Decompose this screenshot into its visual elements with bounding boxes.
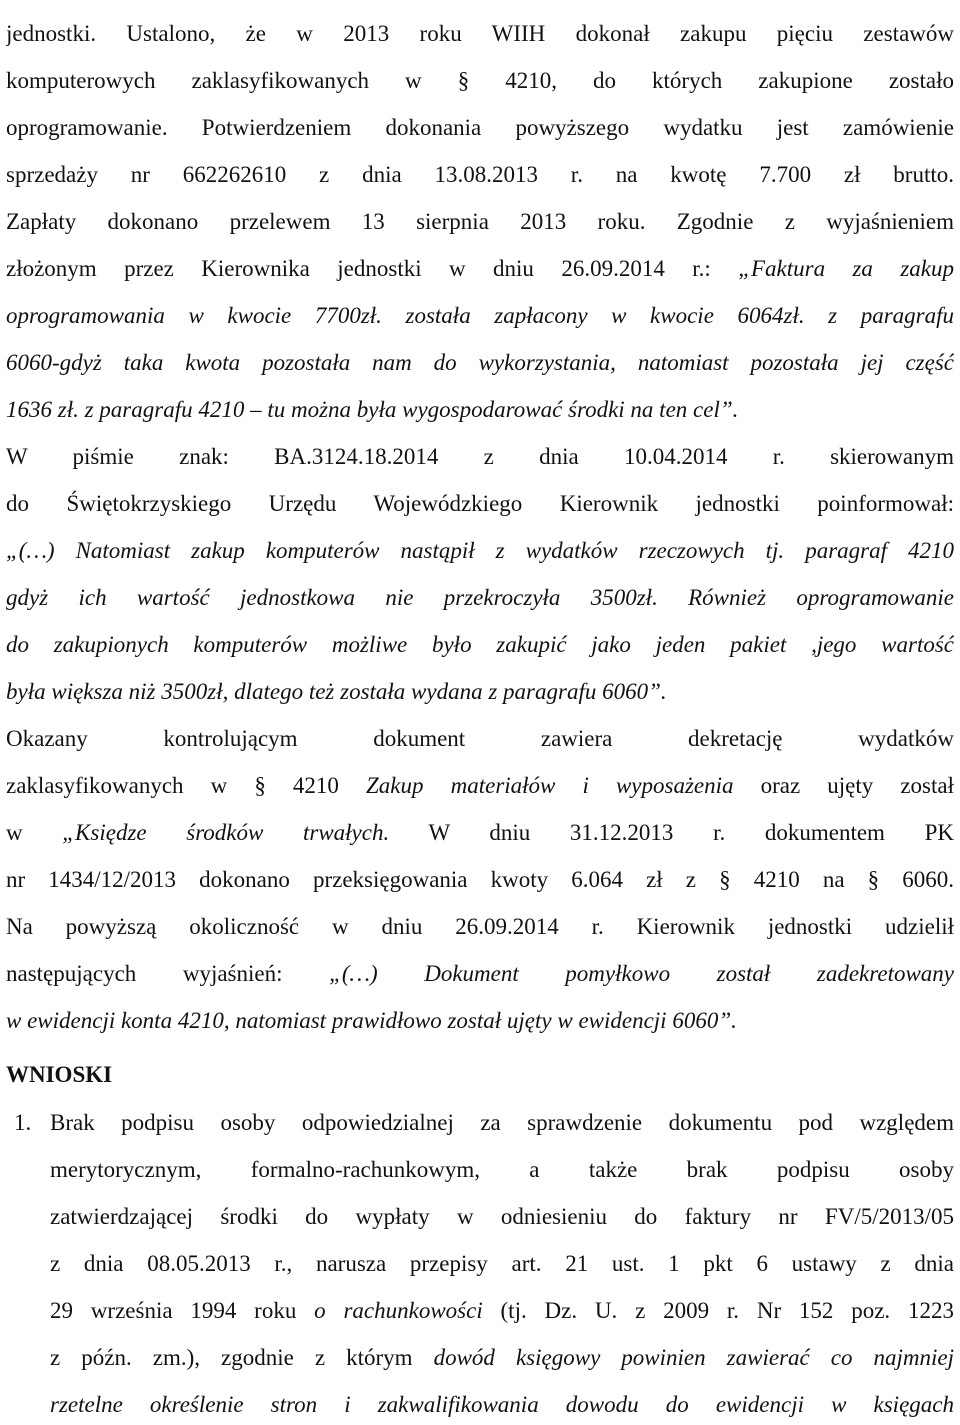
text-line-18: w „Księdze środków trwałych. W dniu 31.12.2013 r. dokumentem PK (6, 820, 954, 845)
list-item-line-7: rzetelne określenie stron i zakwalifikowania dowodu do ewidencji w księgach (50, 1392, 954, 1417)
text-line-5: Zapłaty dokonano przelewem 13 sierpnia 2013 roku. Zgodnie z wyjaśnieniem (6, 209, 954, 234)
list-item-line-4: z dnia 08.05.2013 r., narusza przepisy art. 21 ust. 1 pkt 6 ustawy z dnia (50, 1251, 954, 1276)
text-line-1: jednostki. Ustalono, że w 2013 roku WIIH dokonał zakupu pięciu zestawów (6, 21, 954, 46)
text-line-17: zaklasyfikowanych w § 4210 Zakup materiałów i wyposażenia oraz ujęty został (6, 773, 954, 798)
text-line-10: W piśmie znak: BA.3124.18.2014 z dnia 10.04.2014 r. skierowanym (6, 444, 954, 469)
section-heading: WNIOSKI (6, 1062, 113, 1087)
text-line-15: była większa niż 3500zł, dlatego też została wydana z paragrafu 6060”. (6, 679, 667, 704)
text-line-11: do Świętokrzyskiego Urzędu Wojewódzkiego Kierownik jednostki poinformował: (6, 491, 954, 516)
text-line-14: do zakupionych komputerów możliwe było zakupić jako jeden pakiet ,jego wartość (6, 632, 954, 657)
text-line-3: oprogramowanie. Potwierdzeniem dokonania powyższego wydatku jest zamówienie (6, 115, 954, 140)
text-line-4: sprzedaży nr 662262610 z dnia 13.08.2013 r. na kwotę 7.700 zł brutto. (6, 162, 954, 187)
text-line-13: gdyż ich wartość jednostkowa nie przekroczyła 3500zł. Również oprogramowanie (6, 585, 954, 610)
list-item-line-2: merytorycznym, formalno-rachunkowym, a także brak podpisu osoby (50, 1157, 954, 1182)
list-item-line-5: 29 września 1994 roku o rachunkowości (tj. Dz. U. z 2009 r. Nr 152 poz. 1223 (50, 1298, 954, 1323)
text-line-20: Na powyższą okoliczność w dniu 26.09.2014 r. Kierownik jednostki udzielił (6, 914, 954, 939)
list-item-line-1: Brak podpisu osoby odpowiedzialnej za sprawdzenie dokumentu pod względem (50, 1110, 954, 1135)
text-line-8: 6060-gdyż taka kwota pozostała nam do wykorzystania, natomiast pozostała jej część (6, 350, 954, 375)
text-line-22: w ewidencji konta 4210, natomiast prawidłowo został ujęty w ewidencji 6060”. (6, 1008, 737, 1033)
text-line-16: Okazany kontrolującym dokument zawiera dekretację wydatków (6, 726, 954, 751)
text-line-12: „(…) Natomiast zakup komputerów nastąpił z wydatków rzeczowych tj. paragraf 4210 (6, 538, 954, 563)
list-item-number: 1. (14, 1110, 32, 1135)
list-item-line-3: zatwierdzającej środki do wypłaty w odniesieniu do faktury nr FV/5/2013/05 (50, 1204, 954, 1229)
list-item-line-6: z późn. zm.), zgodnie z którym dowód księgowy powinien zawierać co najmniej (50, 1345, 954, 1370)
text-line-7: oprogramowania w kwocie 7700zł. została zapłacony w kwocie 6064zł. z paragrafu (6, 303, 954, 328)
text-line-6: złożonym przez Kierownika jednostki w dniu 26.09.2014 r.: „Faktura za zakup (6, 256, 954, 281)
text-line-2: komputerowych zaklasyfikowanych w § 4210, do których zakupione zostało (6, 68, 954, 93)
text-line-19: nr 1434/12/2013 dokonano przeksięgowania kwoty 6.064 zł z § 4210 na § 6060. (6, 867, 954, 892)
text-line-9: 1636 zł. z paragrafu 4210 – tu można była wygospodarować środki na ten cel”. (6, 397, 739, 422)
text-line-21: następujących wyjaśnień: „(…) Dokument pomyłkowo został zadekretowany (6, 961, 954, 986)
